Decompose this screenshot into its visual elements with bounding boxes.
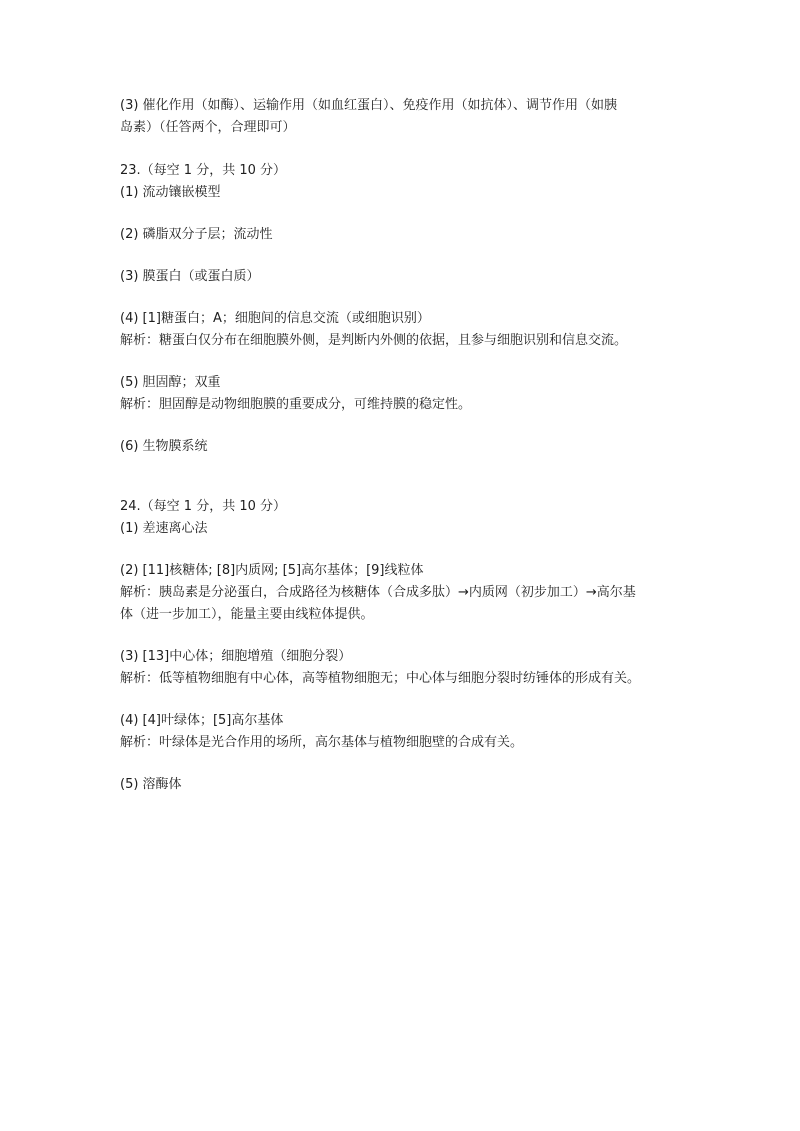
q24-item2-analysis-line2: 体（进一步加工），能量主要由线粒体提供。 <box>120 607 374 622</box>
q23-item5-analysis: 解析：胆固醇是动物细胞膜的重要成分，可维持膜的稳定性。 <box>120 397 472 412</box>
q23-item4: (4) [1]糖蛋白；A；细胞间的信息交流（或细胞识别） <box>120 311 430 326</box>
q23-item4-analysis: 解析：糖蛋白仅分布在细胞膜外侧，是判断内外侧的依据，且参与细胞识别和信息交流。 <box>120 333 628 348</box>
q23-item5: (5) 胆固醇；双重 <box>120 375 221 390</box>
q24-item2-analysis-line1: 解析：胰岛素是分泌蛋白，合成路径为核糖体（合成多肽）→内质网（初步加工）→高尔基 <box>120 585 636 600</box>
q24-header: 24.（每空 1 分，共 10 分） <box>120 499 287 514</box>
q22-item3-line2: 岛素）（任答两个，合理即可） <box>120 120 296 135</box>
q24-item4: (4) [4]叶绿体；[5]高尔基体 <box>120 713 284 728</box>
q24-item3-analysis: 解析：低等植物细胞有中心体，高等植物细胞无；中心体与细胞分裂时纺锤体的形成有关。 <box>120 671 641 686</box>
q24-item4-analysis: 解析：叶绿体是光合作用的场所，高尔基体与植物细胞壁的合成有关。 <box>120 735 524 750</box>
q23-item6: (6) 生物膜系统 <box>120 439 208 454</box>
q24-item3: (3) [13]中心体；细胞增殖（细胞分裂） <box>120 649 352 664</box>
q23-item2: (2) 磷脂双分子层；流动性 <box>120 227 273 242</box>
q23-item1: (1) 流动镶嵌模型 <box>120 185 221 200</box>
q23-item3: (3) 膜蛋白（或蛋白质） <box>120 269 260 284</box>
q24-item5: (5) 溶酶体 <box>120 777 182 792</box>
q22-item3-line1: (3) 催化作用（如酶）、运输作用（如血红蛋白）、免疫作用（如抗体）、调节作用（如胰 <box>120 98 618 113</box>
q23-header: 23.（每空 1 分，共 10 分） <box>120 163 287 178</box>
q24-item2: (2) [11]核糖体; [8]内质网; [5]高尔基体；[9]线粒体 <box>120 563 424 578</box>
q24-item1: (1) 差速离心法 <box>120 521 208 536</box>
